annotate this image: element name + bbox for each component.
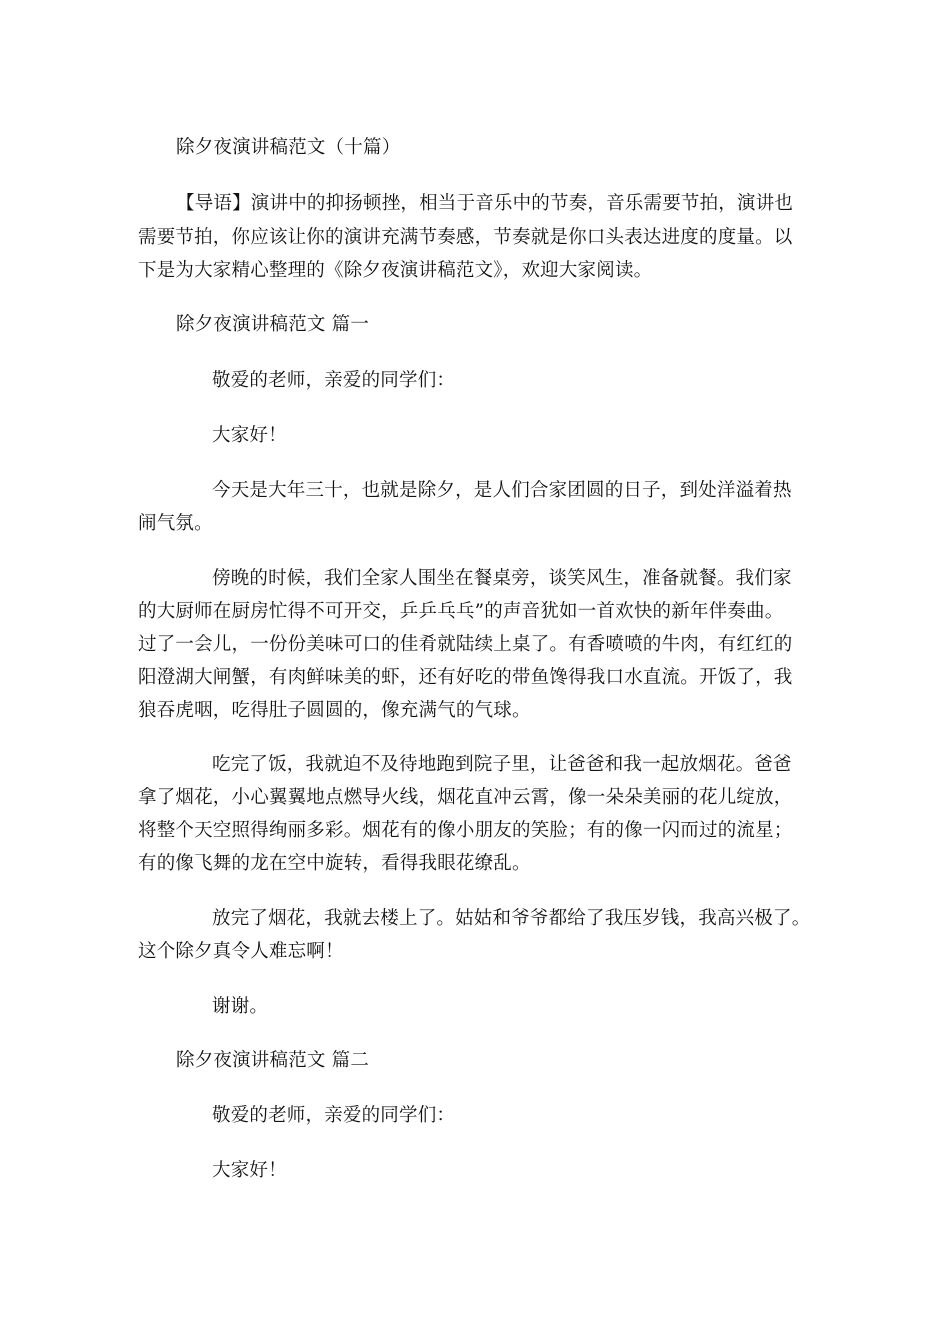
section1-p4-line-1: 放完了烟花，我就去楼上了。姑姑和爷爷都给了我压岁钱，我高兴极了。 <box>212 908 811 929</box>
section1-p2-line-1: 傍晚的时候，我们全家人围坐在餐桌旁，谈笑风生，准备就餐。我们家 <box>212 568 792 589</box>
section1-p2-line-4: 阳澄湖大闸蟹，有肉鲜味美的虾，还有好吃的带鱼馋得我口水直流。开饭了，我 <box>138 667 793 688</box>
section2-salutation: 敬爱的老师，亲爱的同学们： <box>212 1105 456 1126</box>
intro-line-1: 【导语】演讲中的抑扬顿挫，相当于音乐中的节奏，音乐需要节拍，演讲也 <box>176 193 794 214</box>
document-title: 除夕夜演讲稿范文（十篇） <box>176 137 401 158</box>
section1-p3-line-1: 吃完了饭，我就迫不及待地跑到院子里，让爸爸和我一起放烟花。爸爸 <box>212 754 792 775</box>
section1-heading: 除夕夜演讲稿范文 篇一 <box>176 314 370 335</box>
intro-line-2: 需要节拍，你应该让你的演讲充满节奏感，节奏就是你口头表达进度的度量。以 <box>138 227 793 248</box>
section1-p1-line-1: 今天是大年三十，也就是除夕，是人们合家团圆的日子，到处洋溢着热 <box>212 480 792 501</box>
section1-p3-line-4: 有的像飞舞的龙在空中旋转，看得我眼花缭乱。 <box>138 853 531 874</box>
section1-salutation: 敬爱的老师，亲爱的同学们： <box>212 370 456 391</box>
section2-heading: 除夕夜演讲稿范文 篇二 <box>176 1050 370 1071</box>
section1-closing: 谢谢。 <box>212 996 269 1017</box>
section1-p2-line-3: 过了一会儿，一份份美味可口的佳肴就陆续上桌了。有香喷喷的牛肉，有红红的 <box>138 634 793 655</box>
section2-greeting: 大家好！ <box>212 1160 287 1181</box>
section1-p3-line-2: 拿了烟花，小心翼翼地点燃导火线，烟花直冲云霄，像一朵朵美丽的花儿绽放， <box>138 787 793 808</box>
section1-p1-line-2: 闹气氛。 <box>138 513 213 534</box>
section1-p3-line-3: 将整个天空照得绚丽多彩。烟花有的像小朋友的笑脸；有的像一闪而过的流星； <box>138 820 793 841</box>
intro-line-3: 下是为大家精心整理的《除夕夜演讲稿范文》，欢迎大家阅读。 <box>138 260 653 281</box>
section1-p4-line-2: 这个除夕真令人难忘啊！ <box>138 941 344 962</box>
section1-greeting: 大家好！ <box>212 425 287 446</box>
section1-p2-line-5: 狼吞虎咽，吃得肚子圆圆的，像充满气的气球。 <box>138 700 531 721</box>
section1-p2-line-2: 的大厨师在厨房忙得不可开交，乒乒乓乓”的声音犹如一首欢快的新年伴奏曲。 <box>138 601 784 622</box>
